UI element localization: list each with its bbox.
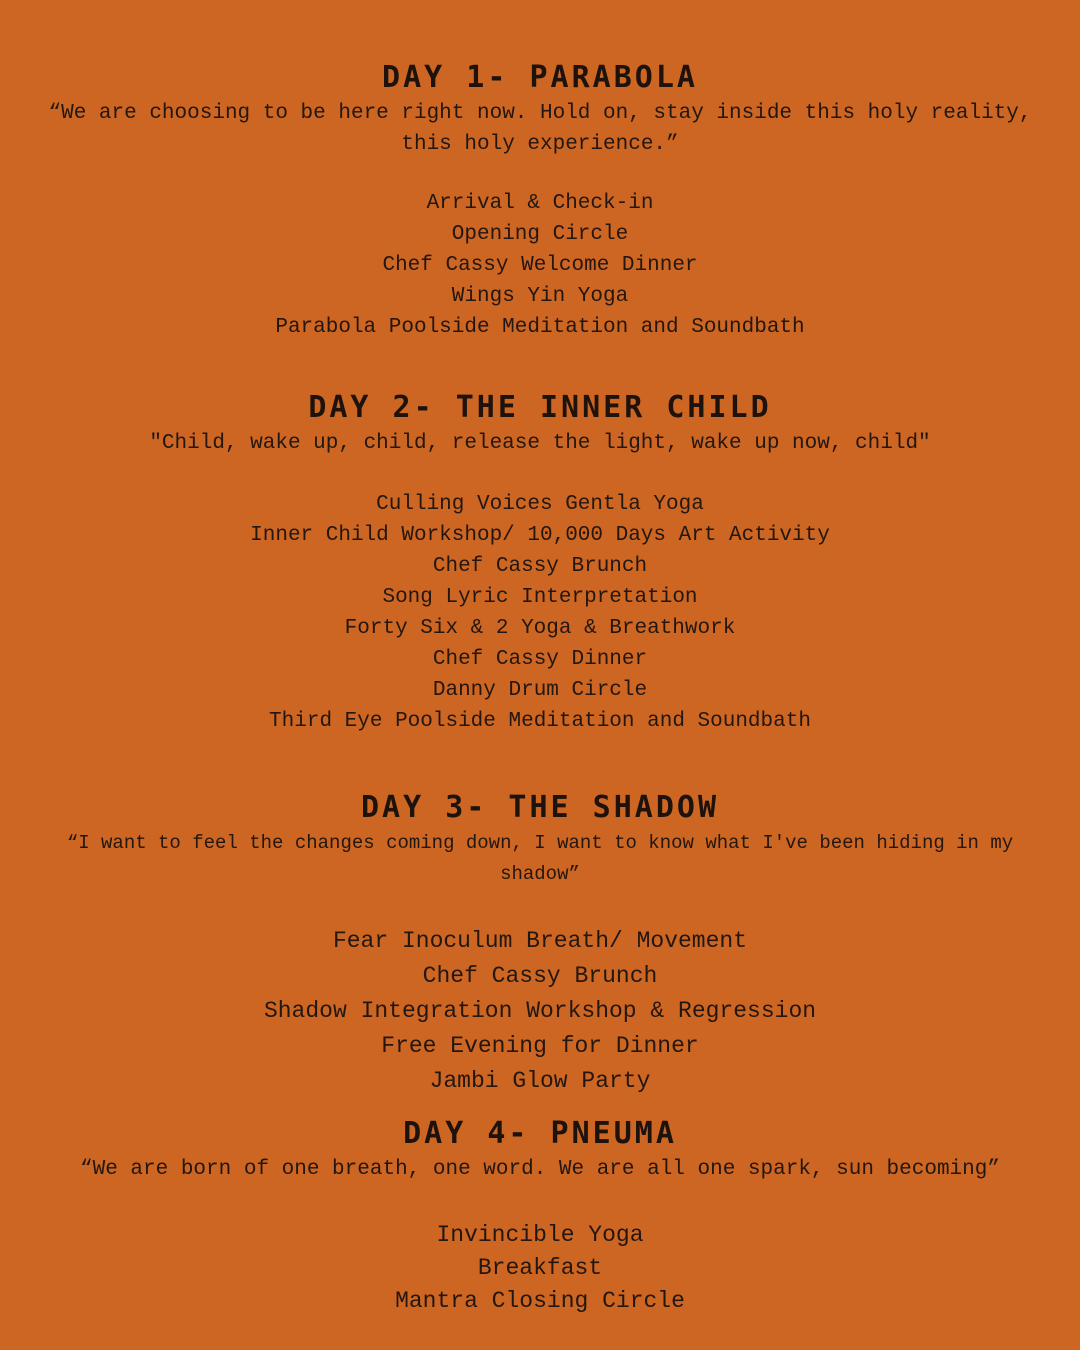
day-4-activity-list — [0, 1219, 1080, 1318]
day-2-activity-list — [0, 489, 1080, 737]
day-1-activity-list — [0, 188, 1080, 343]
activity-item: Shadow Integration Workshop & Regression — [263, 998, 817, 1024]
activity-item: Third Eye Poolside Meditation and Soundbath — [269, 710, 811, 733]
activity-item: Chef Cassy Welcome Dinner — [382, 254, 698, 277]
activity-item: Danny Drum Circle — [432, 679, 648, 702]
activity-item: Breakfast — [477, 1255, 603, 1281]
activity-item: Parabola Poolside Meditation and Soundbath — [275, 316, 805, 339]
activity-item: Invincible Yoga — [436, 1222, 644, 1248]
day-3-title: DAY 3- THE SHADOW — [360, 790, 720, 825]
activity-item: Chef Cassy Brunch — [422, 963, 658, 989]
day-2-section — [0, 392, 1080, 737]
day-2-title: DAY 2- THE INNER CHILD — [308, 390, 772, 425]
activity-item: Mantra Closing Circle — [395, 1288, 685, 1314]
day-3-section — [0, 792, 1080, 1099]
activity-item: Opening Circle — [451, 223, 629, 246]
day-1-title: DAY 1- PARABOLA — [382, 60, 698, 95]
day-3-quote: “I want to feel the changes coming down, I want to know what I've been hiding in my shadow” — [66, 832, 1014, 885]
activity-item: Fear Inoculum Breath/ Movement — [332, 928, 748, 954]
day-1-section — [0, 62, 1080, 343]
activity-item: Wings Yin Yoga — [451, 285, 629, 308]
activity-item: Free Evening for Dinner — [381, 1033, 699, 1059]
activity-item: Inner Child Workshop/ 10,000 Days Art Activity — [250, 524, 830, 547]
day-2-quote: "Child, wake up, child, release the light, wake up now, child" — [149, 432, 931, 455]
activity-item: Culling Voices Gentla Yoga — [376, 493, 704, 516]
day-4-quote: “We are born of one breath, one word. We are all one spark, sun becoming” — [80, 1158, 1000, 1181]
activity-item: Arrival & Check-in — [426, 192, 654, 215]
day-4-section — [0, 1118, 1080, 1318]
activity-item: Jambi Glow Party — [429, 1068, 651, 1094]
day-3-activity-list — [0, 924, 1080, 1099]
day-4-title: DAY 4- PNEUMA — [403, 1116, 677, 1151]
activity-item: Chef Cassy Dinner — [432, 648, 648, 671]
activity-item: Chef Cassy Brunch — [432, 555, 648, 578]
activity-item: Forty Six & 2 Yoga & Breathwork — [344, 617, 736, 640]
day-1-quote: “We are choosing to be here right now. Hold on, stay inside this holy reality, this holy experience.” — [48, 102, 1032, 156]
activity-item: Song Lyric Interpretation — [382, 586, 698, 609]
